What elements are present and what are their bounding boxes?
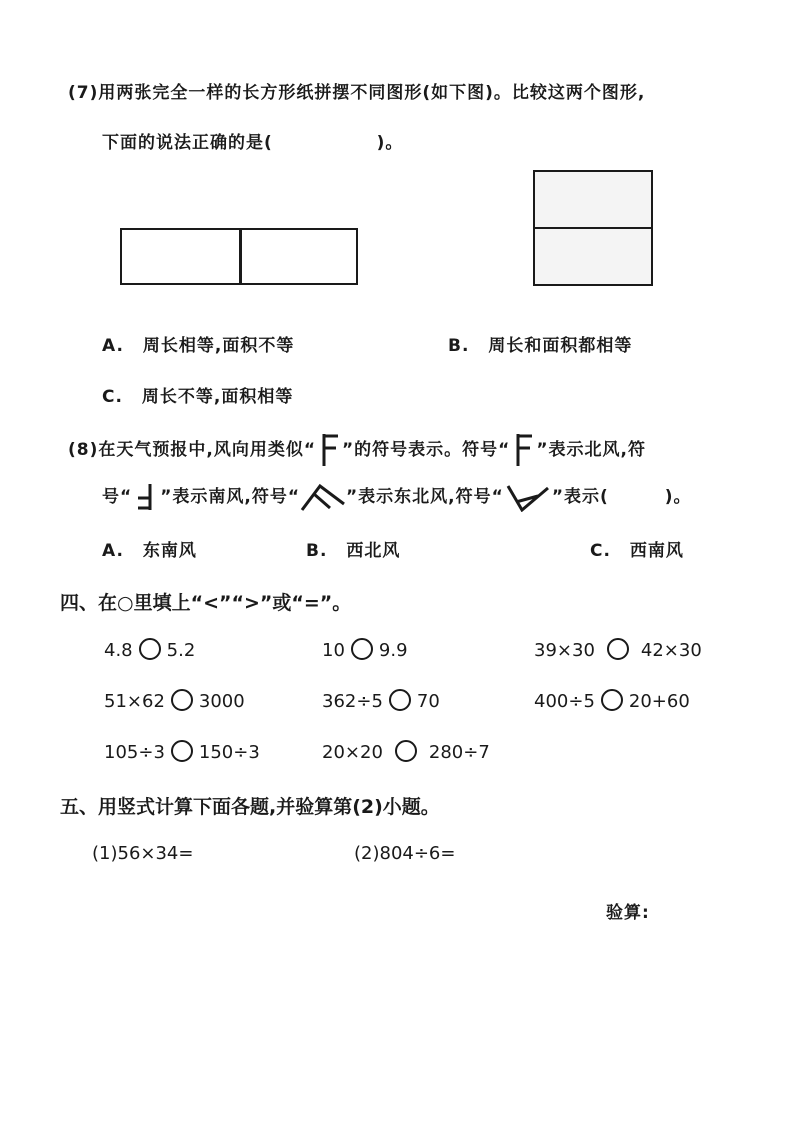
- rect-right: [239, 228, 358, 285]
- problem-1: (1)56×34=: [92, 843, 194, 864]
- q8-line1: [68, 432, 646, 468]
- compare-right: 70: [416, 691, 440, 712]
- compare-item: [322, 740, 490, 763]
- q8-option-c[interactable]: [590, 536, 684, 561]
- compare-right: 42×30: [640, 640, 702, 661]
- option-label: B.: [448, 336, 470, 356]
- compare-item: [322, 638, 408, 661]
- compare-left: 51×62: [104, 691, 165, 712]
- option-text: 周长和面积都相等: [488, 336, 633, 356]
- compare-circle[interactable]: [395, 740, 417, 762]
- compare-circle[interactable]: [171, 740, 193, 762]
- option-label: C.: [590, 541, 611, 561]
- north-wind-symbol-icon: [510, 432, 536, 468]
- q8-text: ”的符号表示。符号“: [342, 440, 511, 460]
- compare-left: 10: [322, 640, 345, 661]
- option-text: 周长不等,面积相等: [141, 387, 294, 407]
- problem-2: (2)804÷6=: [354, 843, 456, 864]
- compare-item: [322, 689, 440, 712]
- compare-left: 105÷3: [104, 742, 165, 763]
- compare-left: 39×30: [534, 640, 595, 661]
- compare-left: 20×20: [322, 742, 383, 763]
- q7-line2-prefix: 下面的说法正确的是(: [102, 133, 273, 153]
- compare-right: 3000: [198, 691, 245, 712]
- compare-left: 400÷5: [534, 691, 595, 712]
- q8-text: ”表示南风,符号“: [160, 487, 300, 507]
- q8-text: ”表示北风,符: [536, 440, 646, 460]
- q7-option-c[interactable]: [102, 382, 293, 407]
- q7-line2: [102, 128, 403, 153]
- compare-right: 150÷3: [198, 742, 260, 763]
- compare-circle[interactable]: [351, 638, 373, 660]
- section5-title: 五、用竖式计算下面各题,并验算第(2)小题。: [60, 796, 440, 818]
- compare-left: 362÷5: [322, 691, 383, 712]
- compare-item: [104, 638, 195, 661]
- compare-item: [534, 638, 702, 661]
- option-label: B.: [306, 541, 328, 561]
- northeast-wind-symbol-icon: [300, 482, 346, 512]
- wind-symbol-f-icon: [316, 432, 342, 468]
- q8-option-b[interactable]: [306, 536, 400, 561]
- option-text: 西南风: [629, 541, 684, 561]
- q7-line1: (7)用两张完全一样的长方形纸拼摆不同图形(如下图)。比较这两个图形,: [68, 83, 646, 103]
- south-wind-symbol-icon: [132, 482, 160, 512]
- compare-circle[interactable]: [171, 689, 193, 711]
- option-label: A.: [102, 541, 124, 561]
- option-text: 东南风: [142, 541, 197, 561]
- q8-text: (8)在天气预报中,风向用类似“: [68, 440, 316, 460]
- compare-circle[interactable]: [139, 638, 161, 660]
- rect-left: [120, 228, 242, 285]
- compare-right: 20+60: [628, 691, 690, 712]
- compare-item: [104, 740, 260, 763]
- compare-right: 280÷7: [428, 742, 490, 763]
- q7-line2-suffix: )。: [376, 133, 404, 153]
- check-label: 验算:: [606, 903, 650, 923]
- compare-right: 9.9: [378, 640, 408, 661]
- q8-text: ”表示东北风,符号“: [346, 487, 504, 507]
- q8-text: 号“: [102, 487, 133, 507]
- compare-right: 5.2: [166, 640, 196, 661]
- compare-circle[interactable]: [607, 638, 629, 660]
- q8-line2: [102, 482, 692, 512]
- section4-title: 四、在○里填上“<”“>”或“=”。: [60, 592, 352, 614]
- compare-item: [104, 689, 245, 712]
- rect-bottom: [533, 227, 653, 286]
- option-text: 西北风: [346, 541, 401, 561]
- q7-option-a[interactable]: [102, 331, 294, 356]
- q8-option-a[interactable]: [102, 536, 197, 561]
- option-text: 周长相等,面积不等: [142, 336, 295, 356]
- southwest-wind-symbol-icon: [504, 482, 552, 512]
- q7-option-b[interactable]: [448, 331, 632, 356]
- q8-text: )。: [664, 487, 692, 507]
- compare-circle[interactable]: [389, 689, 411, 711]
- compare-circle[interactable]: [601, 689, 623, 711]
- q8-text: ”表示(: [551, 487, 609, 507]
- option-label: A.: [102, 336, 124, 356]
- compare-item: [534, 689, 690, 712]
- rect-top: [533, 170, 653, 230]
- option-label: C.: [102, 387, 123, 407]
- compare-left: 4.8: [104, 640, 133, 661]
